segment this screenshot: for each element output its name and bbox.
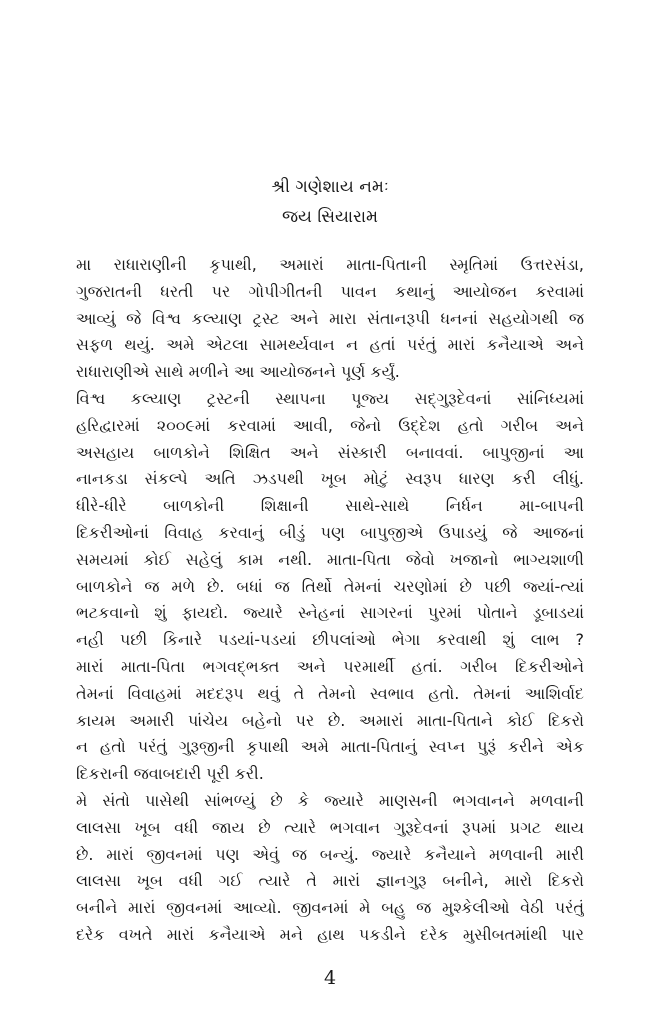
text-line: મા રાધારાણીની કૃપાથી, અમારાં માતા-પિતાની સ્મૃતિમાં ઉત્તરસંડા,	[76, 255, 584, 274]
text-line: બાળકોને જ મળે છે. બધાં જ તિર્થો તેમનાં ચરણોમાં છે પછી જ્યાં-ત્યાં	[76, 576, 584, 596]
salutation-heading: જય સિયારામ	[281, 207, 379, 227]
text-line: કાયમ અમારી પાંચેય બહેનો પર છે. અમારાં માતા-પિતાને કોઈ દિકરો	[76, 710, 584, 730]
text-line: અસહાય બાળકોને શિક્ષિત અને સંસ્કારી બનાવવાં. બાપુજીનાં આ	[76, 442, 584, 462]
invocation-heading: શ્રી ગણેશાય નમઃ	[271, 177, 389, 197]
text-line: તેમનાં વિવાહમાં મદદરૂપ થવું તે તેમનો સ્વભાવ હતો. તેમનાં આશિર્વાદ	[76, 683, 584, 703]
text-line: આવ્યું જે વિશ્વ કલ્યાણ ટ્રસ્ટ અને મારા સંતાનરૂપી ધનનાં સહયોગથી જ	[76, 308, 584, 328]
page-number: 4	[323, 967, 337, 989]
text-line: સમયમાં કોઈ સહેલું કામ નથી. માતા-પિતા જેવો ખજાનો ભાગ્યશાળી	[76, 549, 584, 569]
text-line: વિશ્વ કલ્યાણ ટ્રસ્ટની સ્થાપના પૂજ્ય સદ્ગુરૂદેવનાં સાંનિધ્યમાં	[76, 388, 584, 408]
text-line: લાલસા ખૂબ વધી ગઈ ત્યારે તે મારાં જ્ઞાનગુરૂ બનીને, મારો દિકરો	[76, 871, 584, 891]
text-line: હરિદ્વારમાં ૨૦૦૯માં કરવામાં આવી, જેનો ઉદ્દેશ હતો ગરીબ અને	[76, 415, 584, 435]
text-line: રાધારાણીએ સાથે મળીને આ આયોજનને પૂર્ણ કર્યું.	[76, 362, 400, 382]
text-line: મે સંતો પાસેથી સાંભળ્યું છે કે જ્યારે માણસની ભગવાનને મળવાની	[76, 790, 584, 810]
text-line: દરેક વખતે મારાં કનૈયાએ મને હાથ પકડીને દરેક મુસીબતમાંથી પાર	[76, 924, 584, 944]
page-headings	[0, 172, 660, 232]
text-line: દિકરીઓનાં વિવાહ કરવાનું બીડું પણ બાપુજીએ ઉપાડયું જે આજનાં	[76, 522, 584, 542]
text-line: ગુજરાતની ધરતી પર ગોપીગીતની પાવન કથાનું આયોજન કરવામાં	[76, 281, 584, 301]
text-line: મારાં માતા-પિતા ભગવદ્ભક્ત અને પરમાર્થી હતાં. ગરીબ દિકરીઓને	[76, 656, 584, 676]
text-line: દિકરાની જવાબદારી પૂરી કરી.	[76, 764, 264, 784]
text-line: નહી પછી કિનારે પડયાં-પડયાં છીપલાંઓ ભેગા કરવાથી શું લાભ ?	[76, 630, 584, 650]
text-line: છે. મારાં જીવનમાં પણ એવું જ બન્યું. જ્યારે કનૈયાને મળવાની મારી	[76, 844, 584, 864]
text-line: ન હતો પરંતું ગુરૂજીની કૃપાથી અમે માતા-પિતાનું સ્વપ્ન પુરૂં કરીને એક	[76, 737, 584, 757]
body-text	[76, 252, 584, 949]
text-line: ભટકવાનો શું ફાયદો. જ્યારે સ્નેહનાં સાગરનાં પુરમાં પોતાને ડૂબાડયાં	[76, 603, 584, 623]
text-line: નાનકડા સંકલ્પે અતિ ઝડપથી ખૂબ મોટું સ્વરૂપ ધારણ કરી લીધું.	[76, 469, 584, 489]
text-line: લાલસા ખૂબ વધી જાય છે ત્યારે ભગવાન ગુરૂદેવનાં રૂપમાં પ્રગટ થાય	[76, 817, 584, 837]
text-line: બનીને મારાં જીવનમાં આવ્યો. જીવનમાં મે બહુ જ મુશ્કેલીઓ વેઠી પરંતું	[76, 898, 584, 918]
text-line: ધીરે-ધીરે બાળકોની શિક્ષાની સાથે-સાથે નિર્ધન મા-બાપની	[76, 496, 584, 516]
text-line: સફળ થયું. અમે એટલા સામર્થ્યવાન ન હતાં પરંતું મારાં કનૈયાએ અને	[76, 335, 584, 355]
